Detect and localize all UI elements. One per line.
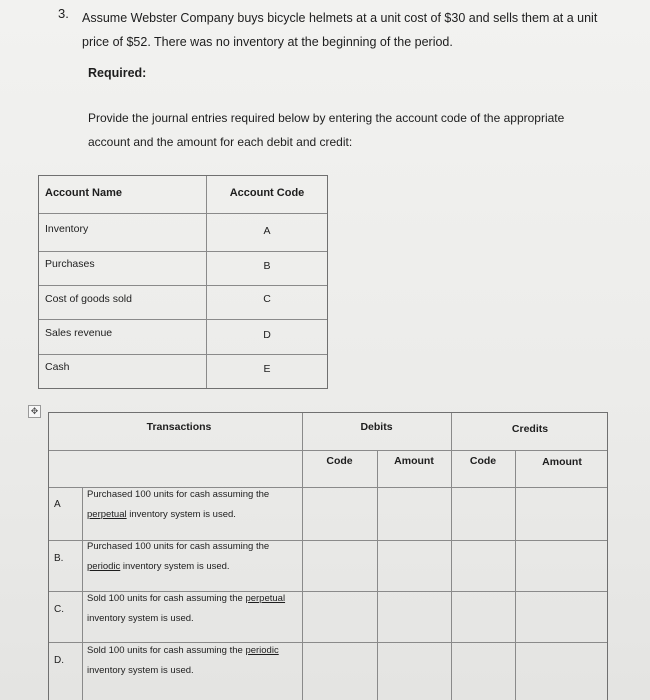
- table-row-divider: [49, 450, 607, 451]
- credits-header: Credits: [511, 423, 549, 435]
- credit-code-header: Code: [469, 455, 497, 467]
- transaction-description: Sold 100 units for cash assuming the periodic inventory system is used.: [87, 645, 279, 676]
- credit-amount-header: Amount: [542, 456, 582, 468]
- account-code-cell: B: [263, 260, 271, 272]
- debits-header: Debits: [360, 421, 393, 433]
- transaction-description: Purchased 100 units for cash assuming the perpetual inventory system is used.: [87, 489, 270, 520]
- account-code-cell: C: [263, 293, 271, 305]
- account-code-header: Account Code: [229, 187, 305, 199]
- column-divider: [82, 487, 83, 700]
- question-number: 3.: [58, 6, 69, 21]
- account-name-cell: Purchases: [45, 258, 95, 270]
- table-row-divider: [39, 213, 327, 214]
- transaction-description: Purchased 100 units for cash assuming the periodic inventory system is used.: [87, 541, 270, 572]
- table-row-divider: [39, 319, 327, 320]
- account-table: [38, 175, 328, 389]
- transactions-header: Transactions: [146, 421, 212, 433]
- debit-amount-header: Amount: [394, 455, 434, 467]
- table-row-divider: [39, 354, 327, 355]
- transaction-label: C.: [54, 604, 64, 615]
- account-code-cell: D: [263, 329, 271, 341]
- transactions-table: [48, 412, 608, 700]
- account-name-cell: Sales revenue: [45, 327, 113, 339]
- column-divider: [206, 176, 207, 388]
- account-name-header: Account Name: [45, 187, 123, 199]
- question-text: Assume Webster Company buys bicycle helmets at a unit cost of $30 and sells them at a unit price of $52. There was no inventory at the beginning of the period.: [82, 11, 598, 49]
- transaction-description: Sold 100 units for cash assuming the perpetual inventory system is used.: [87, 593, 286, 624]
- account-name-cell: Cost of goods sold: [45, 293, 132, 305]
- transaction-label: B.: [54, 553, 64, 564]
- required-label: Required:: [88, 66, 147, 80]
- instructions-text: Provide the journal entries required below by entering the account code of the appropriate account and the amount for each debit and credit:: [88, 111, 565, 149]
- account-code-cell: E: [263, 363, 271, 375]
- account-name-cell: Cash: [45, 361, 70, 373]
- account-code-cell: A: [263, 225, 271, 237]
- table-move-handle-icon[interactable]: ✥: [28, 405, 41, 418]
- table-row-divider: [39, 251, 327, 252]
- debit-code-header: Code: [326, 455, 353, 467]
- table-row-divider: [39, 285, 327, 286]
- account-name-cell: Inventory: [45, 223, 89, 235]
- transaction-label: A: [54, 499, 61, 510]
- transaction-label: D.: [54, 655, 64, 666]
